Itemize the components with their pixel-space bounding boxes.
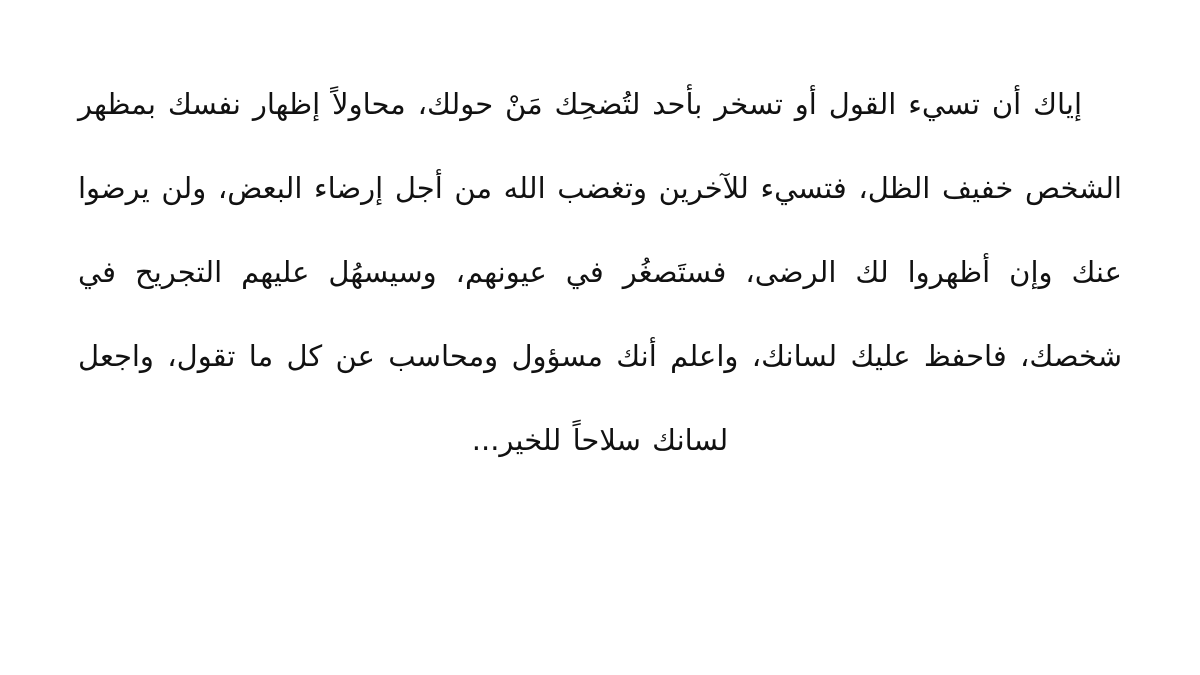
paragraph-text: إياك أن تسيء القول أو تسخر بأحد لتُضحِك مَنْ حولك، محاولاً إظهار نفسك بمظهر الشخص خفيف الظل، فتسيء للآخرين وتغضب الله من أجل إرضاء البعض، ولن يرضوا عنك وإن أظهروا لك الرضى، فستَصغُر في عيونهم، وسيسهُل عليهم التجريح في شخصك، فاحفظ عليك لسانك، واعلم أنك مسؤول ومحاسب عن كل ما تقول، واجعل لسانك سلاحاً للخير... <box>78 87 1122 457</box>
arabic-paragraph <box>78 62 1122 482</box>
